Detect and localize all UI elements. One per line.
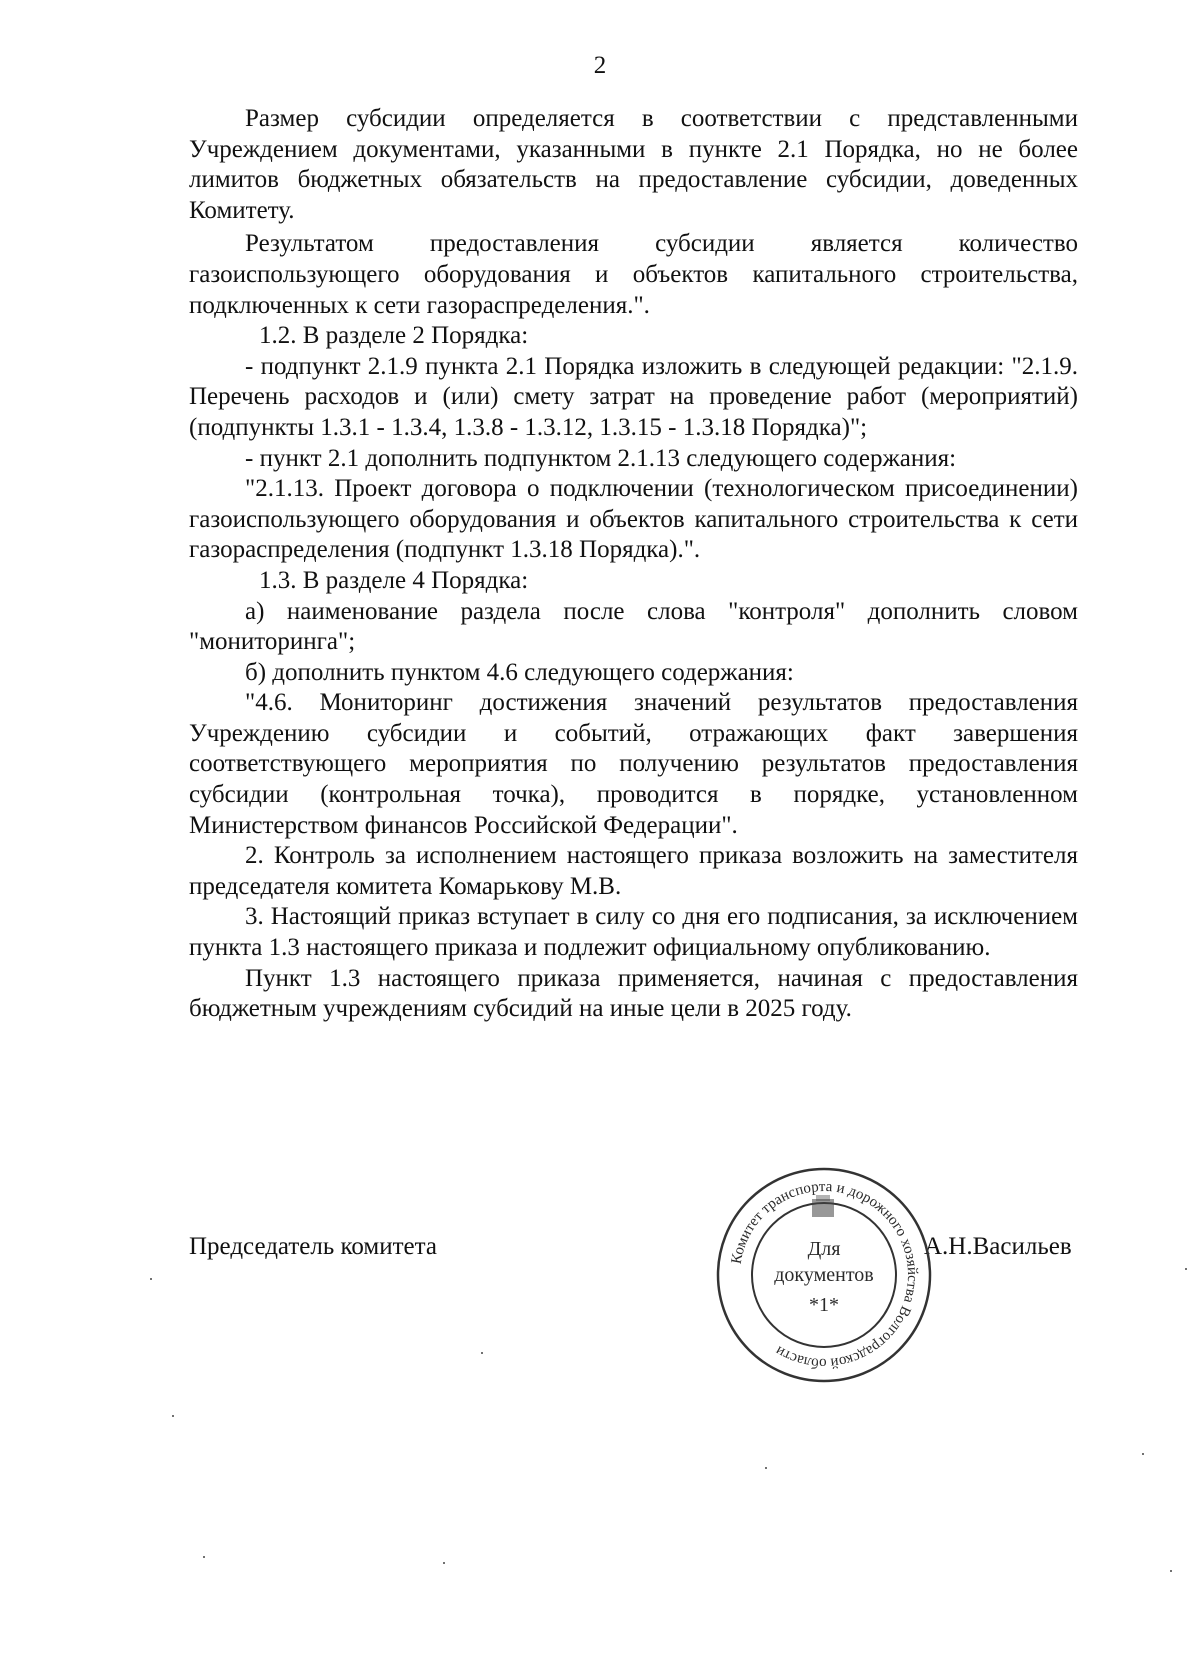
scan-speck [1142, 1453, 1144, 1455]
paragraph: - пункт 2.1 дополнить подпунктом 2.1.13 следующего содержания: [245, 444, 957, 472]
paragraph: "4.6. Мониторинг достижения значений результатов предоставления Учреждению субсидии и событий, отражающих факт завершения соответствующего мероприятия по получению результатов предоставления субсидии (контрольная точка), проводится в порядке, установленном Министерством финансов Российской Федерации". [189, 689, 1078, 839]
seal-center-line2: документов [774, 1264, 874, 1286]
official-seal [712, 1163, 936, 1387]
signature-position: Председатель комитета [189, 1233, 437, 1260]
seal-emblem-icon [812, 1195, 834, 1217]
paragraph: 1.2. В разделе 2 Порядка: [259, 322, 529, 350]
scan-speck [1185, 1268, 1187, 1270]
scan-speck [172, 1415, 174, 1417]
paragraph: "2.1.13. Проект договора о подключении (технологическом присоединении) газоиспользующего оборудования и объектов капитального строительства к сети газораспределения (подпункт 1.3.18 Порядка).". [189, 475, 1078, 564]
scan-speck [481, 1352, 483, 1354]
signature-name: А.Н.Васильев [924, 1233, 1072, 1260]
paragraph: Размер субсидии определяется в соответствии с представленными Учреждением документами, указанными в пункте 2.1 Порядка, но не более лимитов бюджетных обязательств на предоставление субсидии, доведенных Комитету. [189, 105, 1078, 224]
scan-speck [1170, 1570, 1172, 1572]
paragraph: а) наименование раздела после слова "контроля" дополнить словом "мониторинга"; [189, 597, 1078, 656]
scan-speck [203, 1556, 205, 1558]
seal-center-line1: Для [807, 1238, 841, 1260]
scan-speck [443, 1562, 445, 1564]
scan-speck [765, 1467, 767, 1469]
paragraph: Результатом предоставления субсидии является количество газоиспользующего оборудования и объектов капитального строительства, подключенных к сети газораспределения.". [189, 230, 1078, 319]
document-body [189, 104, 1078, 1025]
seal-number: *1* [809, 1294, 839, 1316]
paragraph: Пункт 1.3 настоящего приказа применяется, начиная с предоставления бюджетным учреждениям субсидий на иные цели в 2025 году. [189, 964, 1078, 1023]
paragraph: б) дополнить пунктом 4.6 следующего содержания: [245, 658, 794, 686]
page-number: 2 [593, 52, 607, 79]
paragraph: 1.3. В разделе 4 Порядка: [259, 566, 529, 594]
seal-ring-text: Комитет транспорта и дорожного хозяйства Волгоградской области [728, 1178, 921, 1372]
scan-speck [150, 1278, 152, 1280]
paragraph: - подпункт 2.1.9 пункта 2.1 Порядка изложить в следующей редакции: "2.1.9. Перечень расходов и (или) смету затрат на проведение работ (мероприятий) (подпункты 1.3.1 - 1.3.4, 1.3.8 - 1.3.12, 1.3.15 - 1.3.18 Порядка)"; [189, 352, 1078, 441]
paragraph: 2. Контроль за исполнением настоящего приказа возложить на заместителя председателя комитета Комарькову М.В. [189, 842, 1078, 900]
paragraph: 3. Настоящий приказ вступает в силу со дня его подписания, за исключением пункта 1.3 настоящего приказа и подлежит официальному опубликованию. [189, 903, 1078, 962]
